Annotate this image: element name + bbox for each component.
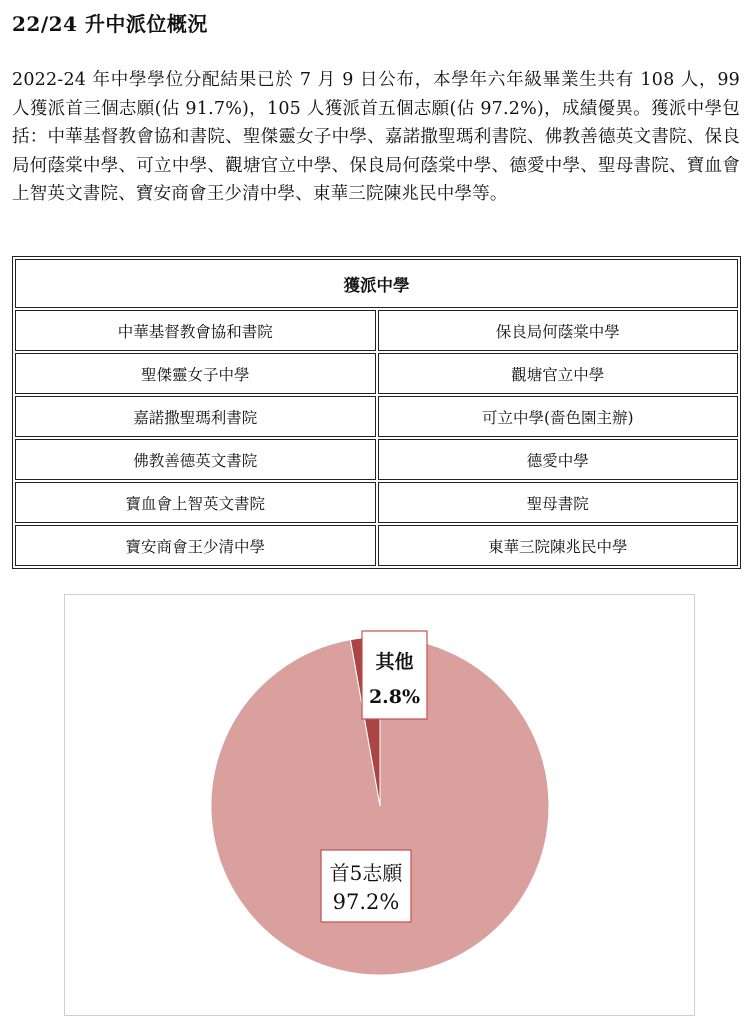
table-cell: 佛教善德英文書院 [15,439,376,480]
schools-table [12,256,741,569]
table-row [15,525,738,566]
table-cell: 德愛中學 [378,439,739,480]
table-row [15,396,738,437]
table-row [15,439,738,480]
pie-label-other [362,631,427,719]
table-header-row [15,259,738,308]
table-cell: 聖傑靈女子中學 [15,353,376,394]
table-row [15,353,738,394]
pie-label-top5 [321,850,411,922]
table-cell: 可立中學(嗇色園主辦) [378,396,739,437]
intro-paragraph: 2022-24 年中學學位分配結果已於 7 月 9 日公布，本學年六年級畢業生共有 108 人，99 人獲派首三個志願(佔 91.7%)，105 人獲派首五個志願(佔 97.2%)，成績優異。獲派中學包括：中華基督教會協和書院、聖傑靈女子中學、嘉諾撒聖瑪利書院、佛教善德英文書院、保良局何蔭棠中學、可立中學、觀塘官立中學、保良局何蔭棠中學、德愛中學、聖母書院、寶血會上智英文書院、寶安商會王少清中學、東華三院陳兆民中學等。 [12,70,740,204]
table-cell: 觀塘官立中學 [378,353,739,394]
pie-label-other-value: 2.8% [368,686,421,709]
table-cell: 寶安商會王少清中學 [15,525,376,566]
page-heading: 22/24 升中派位概況 [12,12,208,36]
table-row [15,310,738,351]
pie-chart-panel [64,594,695,1016]
table-cell: 寶血會上智英文書院 [15,482,376,523]
pie-label-other-category: 其他 [375,650,414,673]
pie-chart [65,595,694,1015]
pie-label-top5-category: 首5志願 [329,861,403,886]
table-cell: 聖母書院 [378,482,739,523]
table-header: 獲派中學 [15,259,738,308]
pie-label-top5-value: 97.2% [332,890,400,915]
table-cell: 嘉諾撒聖瑪利書院 [15,396,376,437]
table-cell: 中華基督教會協和書院 [15,310,376,351]
table-row [15,482,738,523]
table-cell: 保良局何蔭棠中學 [378,310,739,351]
table-cell: 東華三院陳兆民中學 [378,525,739,566]
